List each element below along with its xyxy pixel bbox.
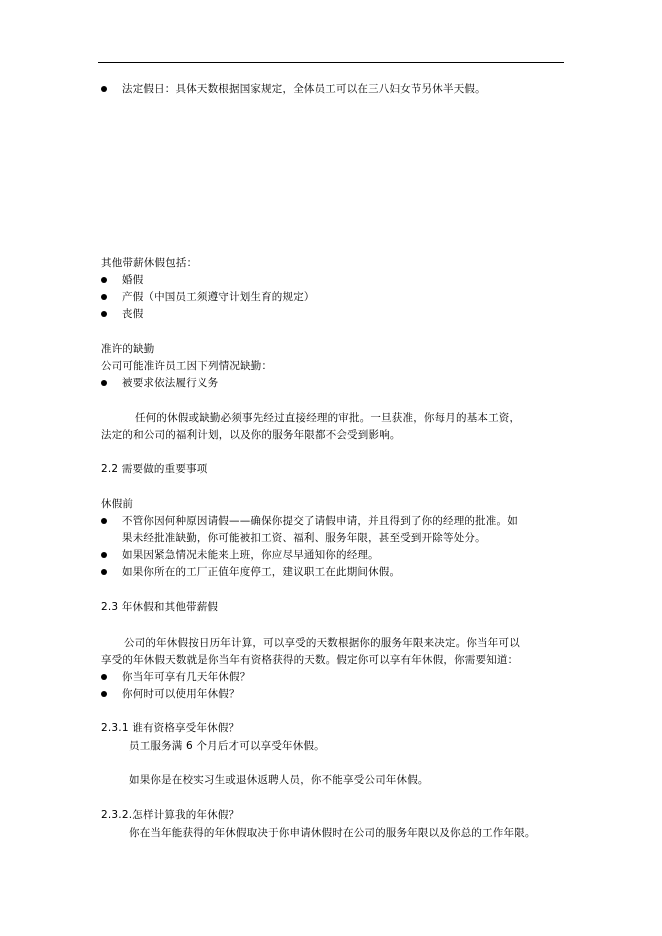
bullet-icon <box>101 569 107 575</box>
before-leave-heading: 休假前 <box>101 498 134 510</box>
list-item: 如果因紧急情况未能来上班，你应尽早通知你的经理。 <box>122 549 379 561</box>
section-2-3-1-heading: 2.3.1 谁有资格享受年休假？ <box>101 722 240 734</box>
calculation-line: 你在当年能获得的年休假取决于你申请休假时在公司的服务年限以及你总的工作年限。 <box>129 827 536 839</box>
list-item: 被要求依法履行义务 <box>122 377 219 389</box>
section-2-3-heading: 2.3 年休假和其他带薪假 <box>101 601 219 613</box>
list-item: 婚假 <box>122 274 144 286</box>
bullet-icon <box>101 86 107 92</box>
approval-paragraph-line: 任何的休假或缺勤必须事先经过直接经理的审批。一旦获准，你每月的基本工资， <box>135 412 521 424</box>
holiday-item: 法定假日：具体天数根据国家规定，全体员工可以在三八妇女节另休半天假。 <box>122 83 486 95</box>
bullet-icon <box>101 294 107 300</box>
bullet-icon <box>101 311 107 317</box>
list-item: 丧假 <box>122 308 144 320</box>
approval-paragraph-line: 法定的和公司的福利计划，以及你的服务年限都不会受到影响。 <box>101 429 401 441</box>
annual-leave-paragraph-line: 公司的年休假按日历年计算，可以享受的天数根据你的服务年限来决定。你当年可以 <box>124 637 520 649</box>
list-item: 你何时可以使用年休假？ <box>122 688 240 700</box>
bullet-icon <box>101 518 107 524</box>
list-item: 你当年可享有几天年休假？ <box>122 671 251 683</box>
bullet-icon <box>101 277 107 283</box>
list-item: 如果你所在的工厂正值年度停工，建议职工在此期间休假。 <box>122 566 401 578</box>
bullet-icon <box>101 380 107 386</box>
eligibility-line: 如果你是在校实习生或退休返聘人员，你不能享受公司年休假。 <box>129 774 429 786</box>
section-2-3-2-heading: 2.3.2.怎样计算我的年休假？ <box>101 809 240 821</box>
bullet-icon <box>101 691 107 697</box>
eligibility-line: 员工服务满 6 个月后才可以享受年休假。 <box>129 740 325 752</box>
bullet-icon <box>101 674 107 680</box>
list-item: 不管你因何种原因请假——确保你提交了请假申请，并且得到了你的经理的批准。如 <box>122 515 518 527</box>
bullet-icon <box>101 552 107 558</box>
approved-absence-heading: 准许的缺勤 <box>101 343 155 355</box>
approved-absence-intro: 公司可能准许员工因下列情况缺勤： <box>101 360 273 372</box>
annual-leave-paragraph-line: 享受的年休假天数就是你当年有资格获得的天数。假定你可以享有年休假，你需要知道： <box>101 654 519 666</box>
list-item: 产假（中国员工须遵守计划生育的规定） <box>122 291 315 303</box>
header-rule <box>98 62 564 63</box>
section-2-2-heading: 2.2 需要做的重要事项 <box>101 463 208 475</box>
other-paid-leave-heading: 其他带薪休假包括： <box>101 257 198 269</box>
list-item-continuation: 果未经批准缺勤，你可能被扣工资、福利、服务年限，甚至受到开除等处分。 <box>122 532 486 544</box>
